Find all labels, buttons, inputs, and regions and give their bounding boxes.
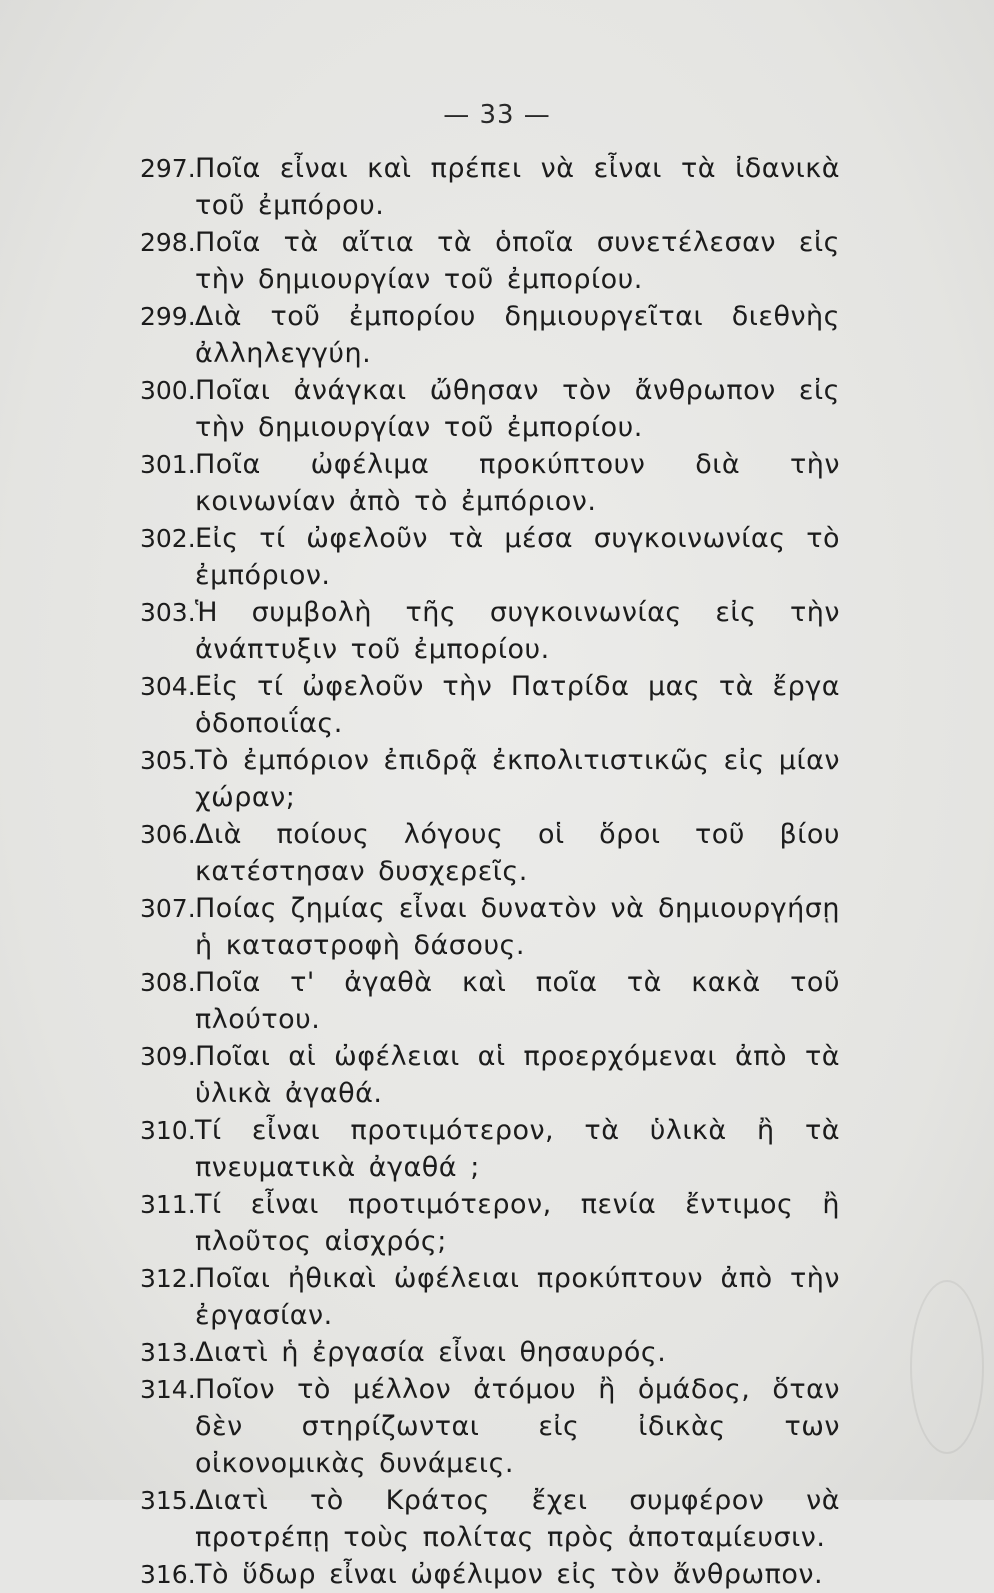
question-item [140, 1556, 840, 1593]
question-number: 305. [140, 746, 196, 775]
question-text: Διατὶ τὸ Κράτος ἔχει συμφέρον νὰ προτρέπῃ τοὺς πολίτας πρὸς ἀποταμίευσιν. [195, 1485, 840, 1553]
question-list [140, 150, 840, 1593]
question-text: Ποῖα εἶναι καὶ πρέπει νὰ εἶναι τὰ ἰδανικὰ τοῦ ἐμπόρου. [195, 153, 840, 221]
question-text: Ποίας ζημίας εἶναι δυνατὸν νὰ δημιουργήσῃ ἡ καταστροφὴ δάσους. [195, 893, 840, 961]
question-number: 311. [140, 1190, 196, 1219]
question-text: Ποῖαι ἀνάγκαι ὤθησαν τὸν ἄνθρωπον εἰς τὴν δημιουργίαν τοῦ ἐμπορίου. [195, 375, 840, 443]
question-item [140, 668, 840, 742]
question-number: 309. [140, 1042, 196, 1071]
question-item [140, 964, 840, 1038]
question-item [140, 372, 840, 446]
question-text: Διατὶ ἡ ἐργασία εἶναι θησαυρός. [195, 1337, 667, 1368]
question-number: 301. [140, 450, 196, 479]
question-item [140, 298, 840, 372]
question-item [140, 1186, 840, 1260]
question-item [140, 1334, 840, 1371]
question-item [140, 520, 840, 594]
question-number: 306. [140, 820, 196, 849]
question-text: Τὸ ἐμπόριον ἐπιδρᾷ ἐκπολιτιστικῶς εἰς μίαν χώραν; [195, 745, 840, 813]
question-number: 303. [140, 598, 196, 627]
question-text: Εἰς τί ὠφελοῦν τὰ μέσα συγκοινωνίας τὸ ἐμπόριον. [195, 523, 840, 591]
question-number: 310. [140, 1116, 196, 1145]
question-text: Τί εἶναι προτιμότερον, τὰ ὑλικὰ ἢ τὰ πνευματικὰ ἀγαθά ; [195, 1115, 840, 1183]
question-text: Ἡ συμβολὴ τῆς συγκοινωνίας εἰς τὴν ἀνάπτυξιν τοῦ ἐμπορίου. [195, 597, 840, 665]
question-item [140, 446, 840, 520]
question-text: Διὰ τοῦ ἐμπορίου δημιουργεῖται διεθνὴς ἀλληλεγγύη. [195, 301, 840, 369]
question-number: 302. [140, 524, 196, 553]
question-text: Ποῖον τὸ μέλλον ἀτόμου ἢ ὁμάδος, ὅταν δὲν στηρίζωνται εἰς ἰδικὰς των οἰκονομικὰς δυνάμεις. [195, 1374, 840, 1479]
question-number: 299. [140, 302, 196, 331]
question-item [140, 816, 840, 890]
question-item [140, 1482, 840, 1556]
page-number: — 33 — [443, 100, 551, 130]
question-number: 298. [140, 228, 196, 257]
question-number: 308. [140, 968, 196, 997]
question-text: Ποῖαι αἱ ὠφέλειαι αἱ προερχόμεναι ἀπὸ τὰ ὑλικὰ ἀγαθά. [195, 1041, 840, 1109]
library-stamp-icon [910, 1280, 984, 1454]
question-text: Ποῖα ὠφέλιμα προκύπτουν διὰ τὴν κοινωνίαν ἀπὸ τὸ ἐμπόριον. [195, 449, 840, 517]
question-item [140, 150, 840, 224]
question-text: Εἰς τί ὠφελοῦν τὴν Πατρίδα μας τὰ ἔργα ὁδοποιΐας. [195, 671, 840, 739]
question-number: 316. [140, 1560, 196, 1589]
question-item [140, 224, 840, 298]
question-number: 297. [140, 154, 196, 183]
question-number: 314. [140, 1375, 196, 1404]
question-number: 307. [140, 894, 196, 923]
question-item [140, 1112, 840, 1186]
question-item [140, 1038, 840, 1112]
question-number: 312. [140, 1264, 196, 1293]
question-number: 300. [140, 376, 196, 405]
question-item [140, 742, 840, 816]
question-number: 315. [140, 1486, 196, 1515]
question-number: 304. [140, 672, 196, 701]
question-item [140, 1260, 840, 1334]
question-item [140, 1371, 840, 1482]
question-text: Τί εἶναι προτιμότερον, πενία ἔντιμος ἢ πλοῦτος αἰσχρός; [195, 1189, 840, 1257]
question-number: 313. [140, 1338, 196, 1367]
question-text: Ποῖαι ἠθικαὶ ὠφέλειαι προκύπτουν ἀπὸ τὴν ἐργασίαν. [195, 1263, 840, 1331]
question-text: Διὰ ποίους λόγους οἱ ὅροι τοῦ βίου κατέστησαν δυσχερεῖς. [195, 819, 840, 887]
question-item [140, 890, 840, 964]
question-text: Ποῖα τ' ἀγαθὰ καὶ ποῖα τὰ κακὰ τοῦ πλούτου. [195, 967, 840, 1035]
question-text: Τὸ ὕδωρ εἶναι ὠφέλιμον εἰς τὸν ἄνθρωπον. [195, 1559, 824, 1590]
question-text: Ποῖα τὰ αἴτια τὰ ὁποῖα συνετέλεσαν εἰς τὴν δημιουργίαν τοῦ ἐμπορίου. [195, 227, 840, 295]
question-item [140, 594, 840, 668]
